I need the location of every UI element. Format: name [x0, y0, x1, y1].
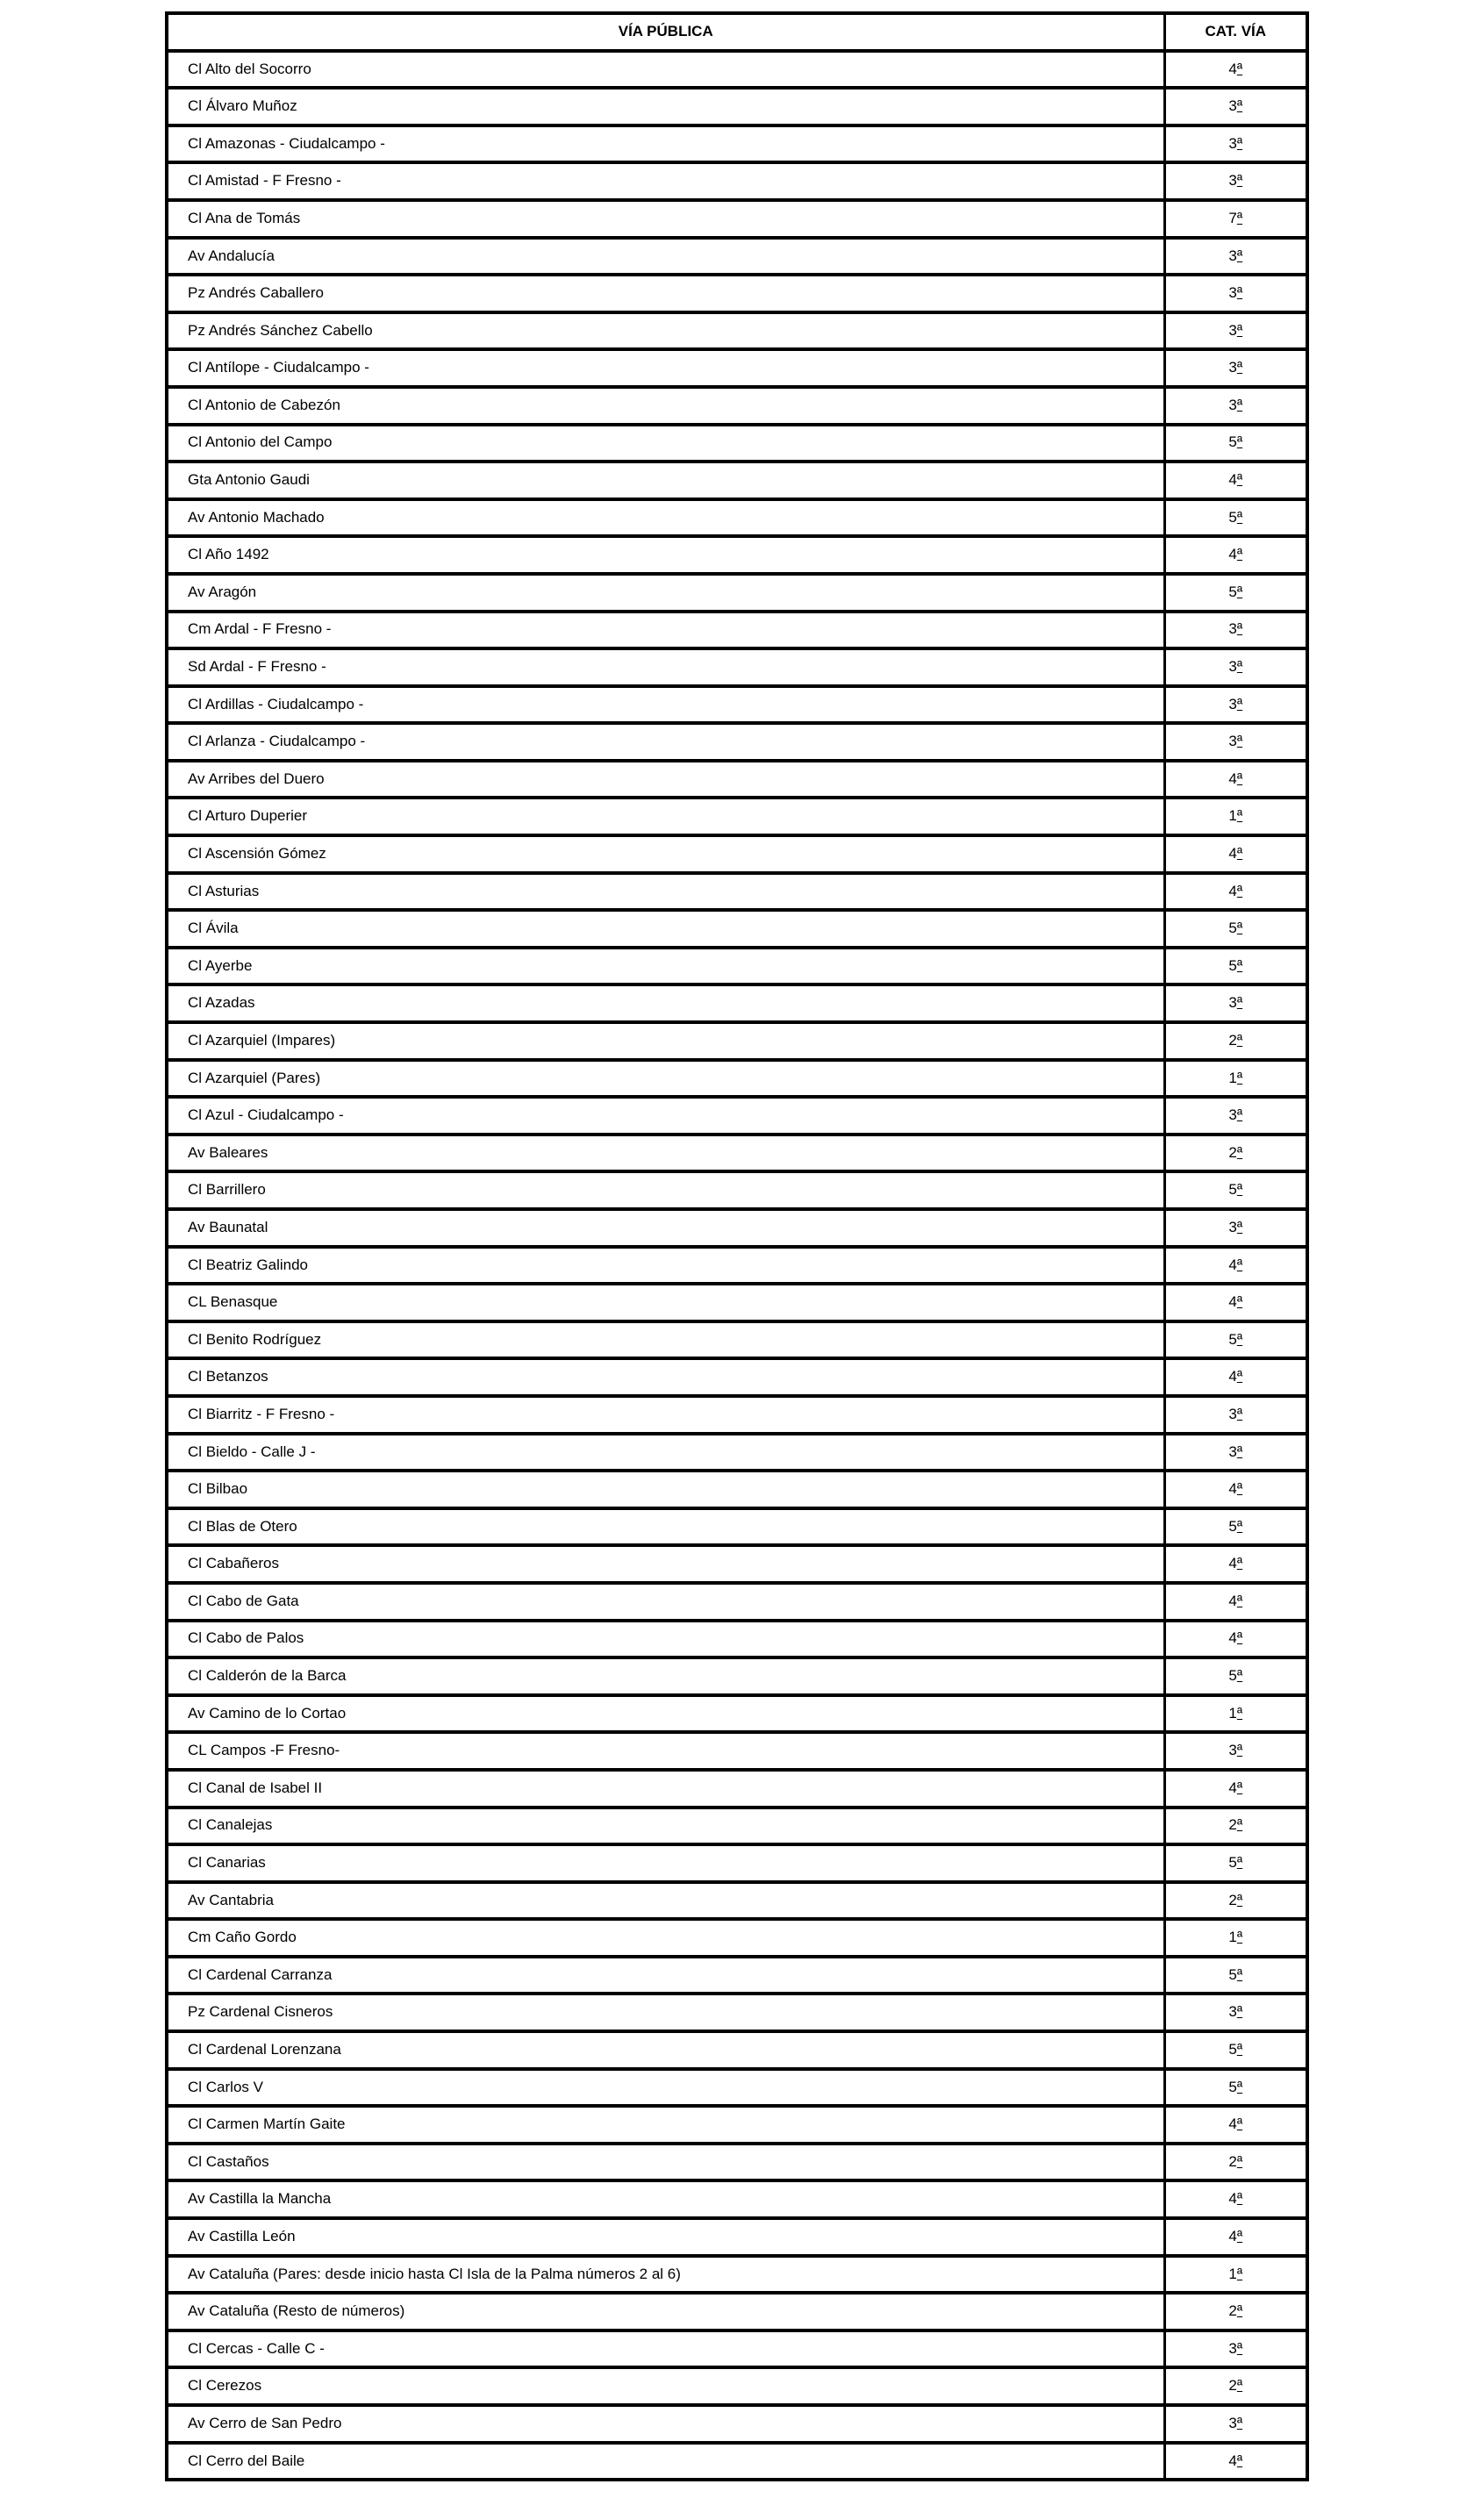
cat-via-cell: 4ª [1164, 1358, 1307, 1396]
via-name-cell: Cl Alto del Socorro [167, 51, 1164, 89]
via-name-cell: Cl Carmen Martín Gaite [167, 2106, 1164, 2144]
via-name-cell: Cl Calderón de la Barca [167, 1657, 1164, 1695]
cat-via-cell: 4ª [1164, 1770, 1307, 1808]
ordinal-mark: ª [1236, 1218, 1243, 1235]
ordinal-mark: ª [1236, 1031, 1243, 1049]
via-name-cell: Av Cataluña (Pares: desde inicio hasta Cl Isla de la Palma números 2 al 6) [167, 2256, 1164, 2294]
ordinal-mark: ª [1236, 321, 1243, 339]
via-name-cell: Cl Cercas - Calle C - [167, 2330, 1164, 2368]
table-row [167, 1022, 1307, 1060]
via-name-cell: Pz Cardenal Cisneros [167, 1994, 1164, 2031]
ordinal-mark: ª [1236, 1629, 1243, 1647]
table-row [167, 2069, 1307, 2107]
cat-via-cell: 3ª [1164, 125, 1307, 163]
ordinal-mark: ª [1236, 770, 1243, 787]
table-row [167, 835, 1307, 873]
ordinal-mark: ª [1236, 1069, 1243, 1086]
cat-via-cell: 5ª [1164, 1321, 1307, 1359]
header-row [167, 13, 1307, 51]
table-row [167, 1994, 1307, 2031]
ordinal-mark: ª [1236, 2227, 1243, 2244]
ordinal-mark: ª [1236, 1929, 1243, 1946]
via-name-cell: Cm Ardal - F Fresno - [167, 612, 1164, 649]
via-name-cell: Cl Azarquiel (Impares) [167, 1022, 1164, 1060]
table-row [167, 574, 1307, 612]
column-header-cat-via: CAT. VÍA [1164, 13, 1307, 51]
via-name-cell: Cl Ascensión Gómez [167, 835, 1164, 873]
cat-via-cell: 3ª [1164, 1434, 1307, 1471]
table-row [167, 2180, 1307, 2218]
via-name-cell: Cl Biarritz - F Fresno - [167, 1396, 1164, 1434]
via-name-cell: Cl Castaños [167, 2144, 1164, 2181]
table-row [167, 2144, 1307, 2181]
via-name-cell: Cl Cabañeros [167, 1545, 1164, 1583]
cat-via-cell: 3ª [1164, 312, 1307, 350]
ordinal-mark: ª [1236, 845, 1243, 863]
via-name-cell: Cl Betanzos [167, 1358, 1164, 1396]
cat-via-cell: 4ª [1164, 2180, 1307, 2218]
via-name-cell: Cl Canal de Isabel II [167, 1770, 1164, 1808]
table-row [167, 1508, 1307, 1546]
cat-via-cell: 1ª [1164, 1695, 1307, 1733]
via-name-cell: Cl Cerezos [167, 2367, 1164, 2405]
ordinal-mark: ª [1236, 2377, 1243, 2395]
cat-via-cell: 4ª [1164, 835, 1307, 873]
table-row [167, 1284, 1307, 1321]
via-name-cell: Av Aragón [167, 574, 1164, 612]
table-row [167, 312, 1307, 350]
table-row [167, 1844, 1307, 1882]
table-row [167, 2106, 1307, 2144]
cat-via-cell: 4ª [1164, 2443, 1307, 2481]
cat-via-cell: 3ª [1164, 648, 1307, 686]
via-name-cell: Cl Álvaro Muñoz [167, 88, 1164, 125]
cat-via-cell: 1ª [1164, 1060, 1307, 1098]
via-name-cell: Cl Arturo Duperier [167, 798, 1164, 835]
ordinal-mark: ª [1236, 1779, 1243, 1796]
ordinal-mark: ª [1236, 546, 1243, 563]
ordinal-mark: ª [1236, 1443, 1243, 1460]
ordinal-mark: ª [1236, 1517, 1243, 1535]
cat-via-cell: 4ª [1164, 1284, 1307, 1321]
ordinal-mark: ª [1236, 396, 1243, 413]
cat-via-cell: 5ª [1164, 425, 1307, 462]
cat-via-cell: 3ª [1164, 1396, 1307, 1434]
ordinal-mark: ª [1236, 882, 1243, 899]
via-name-cell: Cl Cardenal Lorenzana [167, 2031, 1164, 2069]
ordinal-mark: ª [1236, 1555, 1243, 1572]
via-name-cell: Cl Ayerbe [167, 948, 1164, 985]
cat-via-cell: 5ª [1164, 1508, 1307, 1546]
column-header-via-publica: VÍA PÚBLICA [167, 13, 1164, 51]
cat-via-cell: 3ª [1164, 723, 1307, 761]
ordinal-mark: ª [1236, 1816, 1243, 1834]
ordinal-mark: ª [1236, 2041, 1243, 2058]
ordinal-mark: ª [1236, 2414, 1243, 2431]
via-name-cell: Cl Bieldo - Calle J - [167, 1434, 1164, 1471]
cat-via-cell: 5ª [1164, 2069, 1307, 2107]
via-name-cell: Av Baunatal [167, 1209, 1164, 1247]
table-row [167, 910, 1307, 948]
via-name-cell: Cl Barrillero [167, 1171, 1164, 1209]
cat-via-cell: 3ª [1164, 387, 1307, 425]
ordinal-mark: ª [1236, 2003, 1243, 2021]
table-row [167, 125, 1307, 163]
via-name-cell: Cl Ardillas - Ciudalcampo - [167, 686, 1164, 724]
cat-via-cell: 1ª [1164, 1919, 1307, 1957]
table-row [167, 873, 1307, 911]
cat-via-cell: 4ª [1164, 51, 1307, 89]
via-name-cell: Cl Azarquiel (Pares) [167, 1060, 1164, 1098]
ordinal-mark: ª [1236, 508, 1243, 526]
cat-via-cell: 3ª [1164, 2330, 1307, 2368]
cat-via-cell: 2ª [1164, 2144, 1307, 2181]
ordinal-mark: ª [1236, 1293, 1243, 1311]
table-row [167, 1396, 1307, 1434]
table-row [167, 1247, 1307, 1285]
via-name-cell: Cm Caño Gordo [167, 1919, 1164, 1957]
ordinal-mark: ª [1236, 658, 1243, 676]
ordinal-mark: ª [1236, 994, 1243, 1012]
cat-via-cell: 3ª [1164, 984, 1307, 1022]
ordinal-mark: ª [1236, 2078, 1243, 2095]
via-name-cell: Av Castilla León [167, 2218, 1164, 2256]
cat-via-cell: 3ª [1164, 612, 1307, 649]
table-row [167, 1957, 1307, 1994]
cat-via-cell: 5ª [1164, 1657, 1307, 1695]
via-name-cell: Cl Ávila [167, 910, 1164, 948]
ordinal-mark: ª [1236, 1592, 1243, 1609]
table-row [167, 88, 1307, 125]
via-name-cell: Cl Beatriz Galindo [167, 1247, 1164, 1285]
table-row [167, 1583, 1307, 1621]
via-name-cell: Av Antonio Machado [167, 499, 1164, 537]
ordinal-mark: ª [1236, 1965, 1243, 1983]
cat-via-cell: 5ª [1164, 1171, 1307, 1209]
via-name-cell: CL Campos -F Fresno- [167, 1732, 1164, 1770]
via-name-cell: Pz Andrés Sánchez Cabello [167, 312, 1164, 350]
via-name-cell: Av Cantabria [167, 1882, 1164, 1920]
cat-via-cell: 4ª [1164, 873, 1307, 911]
table-row [167, 798, 1307, 835]
table-row [167, 612, 1307, 649]
table-row [167, 1135, 1307, 1172]
table-row [167, 499, 1307, 537]
via-name-cell: Cl Amistad - F Fresno - [167, 162, 1164, 200]
cat-via-cell: 4ª [1164, 761, 1307, 798]
cat-via-cell: 5ª [1164, 499, 1307, 537]
ordinal-mark: ª [1236, 2152, 1243, 2170]
cat-via-cell: 4ª [1164, 1471, 1307, 1508]
table-row [167, 1434, 1307, 1471]
table-row [167, 536, 1307, 574]
cat-via-cell: 4ª [1164, 1545, 1307, 1583]
table-row [167, 1882, 1307, 1920]
table-row [167, 1097, 1307, 1135]
table-row [167, 2330, 1307, 2368]
via-name-cell: Cl Cardenal Carranza [167, 1957, 1164, 1994]
cat-via-cell: 5ª [1164, 1844, 1307, 1882]
cat-via-cell: 4ª [1164, 1583, 1307, 1621]
via-name-cell: Cl Cabo de Palos [167, 1621, 1164, 1658]
cat-via-cell: 3ª [1164, 686, 1307, 724]
cat-via-cell: 2ª [1164, 1022, 1307, 1060]
ordinal-mark: ª [1236, 695, 1243, 712]
table-row [167, 51, 1307, 89]
table-row [167, 1321, 1307, 1359]
cat-via-cell: 4ª [1164, 536, 1307, 574]
table-row [167, 1358, 1307, 1396]
via-name-cell: Cl Canarias [167, 1844, 1164, 1882]
table-row [167, 1770, 1307, 1808]
table-row [167, 200, 1307, 238]
table-row [167, 1695, 1307, 1733]
ordinal-mark: ª [1236, 1330, 1243, 1348]
cat-via-cell: 3ª [1164, 1097, 1307, 1135]
table-row [167, 723, 1307, 761]
cat-via-cell: 3ª [1164, 349, 1307, 387]
ordinal-mark: ª [1236, 2190, 1243, 2208]
cat-via-cell: 2ª [1164, 2293, 1307, 2330]
ordinal-mark: ª [1236, 209, 1243, 226]
via-name-cell: Av Cerro de San Pedro [167, 2405, 1164, 2443]
cat-via-cell: 5ª [1164, 910, 1307, 948]
cat-via-cell: 1ª [1164, 798, 1307, 835]
cat-via-cell: 3ª [1164, 88, 1307, 125]
cat-via-cell: 2ª [1164, 1882, 1307, 1920]
via-name-cell: CL Benasque [167, 1284, 1164, 1321]
via-name-cell: Av Camino de lo Cortao [167, 1695, 1164, 1733]
table-row [167, 162, 1307, 200]
table-row [167, 2256, 1307, 2294]
via-name-cell: Cl Año 1492 [167, 536, 1164, 574]
table-row [167, 275, 1307, 312]
table-row [167, 761, 1307, 798]
cat-via-cell: 5ª [1164, 574, 1307, 612]
table-row [167, 1808, 1307, 1845]
ordinal-mark: ª [1236, 284, 1243, 302]
table-row [167, 1919, 1307, 1957]
cat-via-cell: 4ª [1164, 462, 1307, 499]
via-name-cell: Cl Ana de Tomás [167, 200, 1164, 238]
cat-via-cell: 5ª [1164, 2031, 1307, 2069]
cat-via-cell: 3ª [1164, 1732, 1307, 1770]
via-name-cell: Cl Asturias [167, 873, 1164, 911]
table-row [167, 1471, 1307, 1508]
ordinal-mark: ª [1236, 1143, 1243, 1161]
ordinal-mark: ª [1236, 1480, 1243, 1498]
ordinal-mark: ª [1236, 2339, 1243, 2357]
ordinal-mark: ª [1236, 1405, 1243, 1422]
table-row [167, 238, 1307, 276]
ordinal-mark: ª [1236, 620, 1243, 638]
cat-via-cell: 3ª [1164, 238, 1307, 276]
via-name-cell: Cl Antonio de Cabezón [167, 387, 1164, 425]
table-row [167, 1209, 1307, 1247]
via-name-cell: Cl Carlos V [167, 2069, 1164, 2107]
cat-via-cell: 3ª [1164, 1994, 1307, 2031]
ordinal-mark: ª [1236, 1181, 1243, 1199]
ordinal-mark: ª [1236, 583, 1243, 600]
cat-via-cell: 5ª [1164, 1957, 1307, 1994]
table-row [167, 1732, 1307, 1770]
ordinal-mark: ª [1236, 247, 1243, 264]
cat-via-cell: 4ª [1164, 2106, 1307, 2144]
cat-via-cell: 3ª [1164, 2405, 1307, 2443]
table-row [167, 1545, 1307, 1583]
cat-via-cell: 4ª [1164, 1621, 1307, 1658]
table-row [167, 2218, 1307, 2256]
via-name-cell: Sd Ardal - F Fresno - [167, 648, 1164, 686]
via-name-cell: Cl Azul - Ciudalcampo - [167, 1097, 1164, 1135]
ordinal-mark: ª [1236, 1256, 1243, 1273]
ordinal-mark: ª [1236, 433, 1243, 451]
table-row [167, 2443, 1307, 2481]
cat-via-cell: 2ª [1164, 2367, 1307, 2405]
ordinal-mark: ª [1236, 172, 1243, 190]
street-category-table [165, 11, 1309, 2481]
cat-via-cell: 1ª [1164, 2256, 1307, 2294]
table-row [167, 2405, 1307, 2443]
cat-via-cell: 2ª [1164, 1808, 1307, 1845]
ordinal-mark: ª [1236, 1854, 1243, 1872]
via-name-cell: Pz Andrés Caballero [167, 275, 1164, 312]
via-name-cell: Cl Amazonas - Ciudalcampo - [167, 125, 1164, 163]
cat-via-cell: 4ª [1164, 2218, 1307, 2256]
ordinal-mark: ª [1236, 60, 1243, 77]
ordinal-mark: ª [1236, 2116, 1243, 2133]
via-name-cell: Cl Arlanza - Ciudalcampo - [167, 723, 1164, 761]
ordinal-mark: ª [1236, 97, 1243, 115]
ordinal-mark: ª [1236, 134, 1243, 152]
ordinal-mark: ª [1236, 2265, 1243, 2282]
via-name-cell: Av Andalucía [167, 238, 1164, 276]
table-row [167, 1171, 1307, 1209]
via-name-cell: Cl Canalejas [167, 1808, 1164, 1845]
ordinal-mark: ª [1236, 1106, 1243, 1124]
via-name-cell: Cl Bilbao [167, 1471, 1164, 1508]
ordinal-mark: ª [1236, 733, 1243, 750]
ordinal-mark: ª [1236, 1667, 1243, 1685]
ordinal-mark: ª [1236, 1742, 1243, 1759]
table-row [167, 425, 1307, 462]
via-name-cell: Cl Cabo de Gata [167, 1583, 1164, 1621]
cat-via-cell: 3ª [1164, 1209, 1307, 1247]
via-name-cell: Av Arribes del Duero [167, 761, 1164, 798]
via-name-cell: Cl Blas de Otero [167, 1508, 1164, 1546]
table-row [167, 349, 1307, 387]
table-row [167, 948, 1307, 985]
ordinal-mark: ª [1236, 359, 1243, 376]
via-name-cell: Cl Antílope - Ciudalcampo - [167, 349, 1164, 387]
ordinal-mark: ª [1236, 807, 1243, 825]
ordinal-mark: ª [1236, 1704, 1243, 1722]
cat-via-cell: 2ª [1164, 1135, 1307, 1172]
via-name-cell: Cl Benito Rodríguez [167, 1321, 1164, 1359]
via-name-cell: Cl Antonio del Campo [167, 425, 1164, 462]
via-name-cell: Gta Antonio Gaudi [167, 462, 1164, 499]
ordinal-mark: ª [1236, 471, 1243, 489]
table-row [167, 648, 1307, 686]
ordinal-mark: ª [1236, 2302, 1243, 2320]
table-row [167, 2031, 1307, 2069]
table-header [167, 13, 1307, 51]
table-row [167, 686, 1307, 724]
cat-via-cell: 3ª [1164, 275, 1307, 312]
ordinal-mark: ª [1236, 920, 1243, 937]
cat-via-cell: 3ª [1164, 162, 1307, 200]
ordinal-mark: ª [1236, 1891, 1243, 1908]
table-row [167, 1621, 1307, 1658]
cat-via-cell: 7ª [1164, 200, 1307, 238]
via-name-cell: Cl Cerro del Baile [167, 2443, 1164, 2481]
via-name-cell: Cl Azadas [167, 984, 1164, 1022]
table-row [167, 2367, 1307, 2405]
cat-via-cell: 4ª [1164, 1247, 1307, 1285]
ordinal-mark: ª [1236, 2452, 1243, 2469]
via-name-cell: Av Castilla la Mancha [167, 2180, 1164, 2218]
via-name-cell: Av Cataluña (Resto de números) [167, 2293, 1164, 2330]
table-row [167, 984, 1307, 1022]
cat-via-cell: 5ª [1164, 948, 1307, 985]
table-row [167, 462, 1307, 499]
table-body [167, 51, 1307, 2481]
table-row [167, 387, 1307, 425]
table-row [167, 1060, 1307, 1098]
table-row [167, 2293, 1307, 2330]
table-row [167, 1657, 1307, 1695]
via-name-cell: Av Baleares [167, 1135, 1164, 1172]
ordinal-mark: ª [1236, 956, 1243, 974]
ordinal-mark: ª [1236, 1368, 1243, 1385]
